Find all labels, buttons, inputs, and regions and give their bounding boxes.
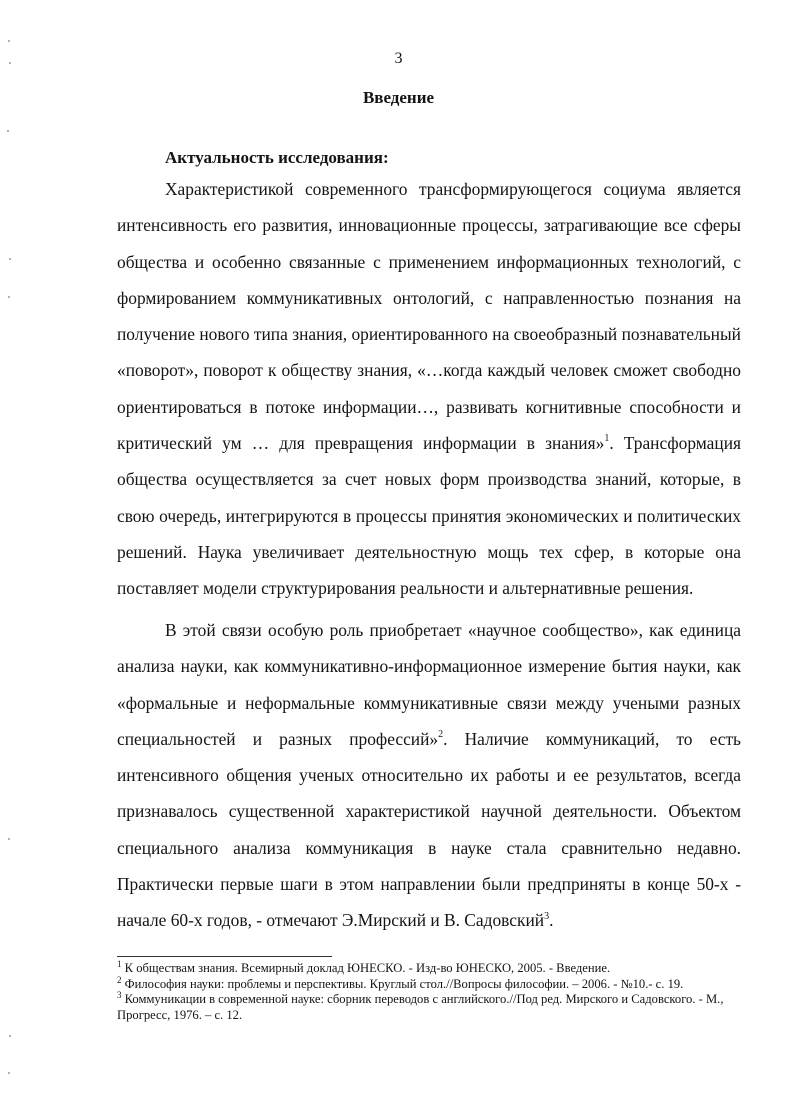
footnote-ref-2: 2 [438, 729, 444, 741]
paragraph-2-text-after: . [549, 910, 554, 931]
footnote-ref-1: 1 [604, 433, 610, 445]
footnote-2-text: Философия науки: проблемы и перспективы. Круглый стол.//Вопросы философии. – 2006. - №10.- с. 19. [124, 976, 684, 991]
scan-speck [8, 40, 10, 42]
scan-speck [7, 130, 9, 132]
footnote-1 [117, 958, 741, 977]
footnote-3-text: Коммуникации в современной науке: сборник переводов с английского.//Под ред. Мирского и Садовского. - М., Прогресс, 1976. – с. 12. [117, 992, 724, 1022]
paragraph-1 [117, 171, 741, 607]
scan-speck [8, 1072, 10, 1074]
scan-speck [9, 258, 11, 260]
section-heading: Актуальность исследования: [165, 148, 389, 167]
scan-speck [8, 838, 10, 840]
footnote-2-mark: 2 [117, 974, 122, 985]
scan-speck [9, 1035, 11, 1037]
page-title: Введение [362, 88, 435, 107]
scan-speck [8, 296, 10, 298]
footnote-3-mark: 3 [117, 989, 122, 1000]
page-number: 3 [394, 50, 403, 67]
footnote-ref-3: 3 [544, 910, 550, 922]
footnote-3 [117, 989, 741, 1023]
paragraph-2-text: В этой связи особую роль приобретает «научное сообщество», как единица анализа науки, как коммуникативно-информационное измерение бытия науки, как «формальные и неформальные коммуникативные связи между учеными разных специальностей и разных профессий» [117, 620, 741, 749]
footnote-1-mark: 1 [117, 958, 122, 969]
footnote-2 [117, 974, 741, 993]
footnotes [117, 958, 741, 1023]
paragraph-2-text-middle: . Наличие коммуникаций, то есть интенсивного общения ученых относительно их работы и ее результатов, всегда признавалось существенной характеристикой научной деятельности. Объектом специального анализа коммуникация в науке стала сравнительно недавно. Практически первые шаги в этом направлении были предприняты в конце 50-х - начале 60-х годов, - отмечают Э.Мирский и В. Садовский [117, 728, 741, 931]
footnote-divider [117, 956, 332, 957]
paragraph-1-text-after: . Трансформация общества осуществляется за счет новых форм производства знаний, которые, в свою очередь, интегрируются в процессы принятия экономических и политических решений. Наука увеличивает деятельностную мощь тех сфер, в которые она поставляет модели структурирования реальности и альтернативные решения. [117, 433, 742, 599]
paragraph-2 [117, 612, 741, 939]
scan-speck [9, 62, 11, 64]
footnote-1-text: К обществам знания. Всемирный доклад ЮНЕСКО. - Изд-во ЮНЕСКО, 2005. - Введение. [124, 961, 611, 975]
paragraph-1-text: Характеристикой современного трансформирующегося социума является интенсивность его развития, инновационные процессы, затрагивающие все сферы общества и особенно связанные с применением информационных технологий, с формированием коммуникативных онтологий, с направленностью познания на получение нового типа знания, ориентированного на своеобразный познавательный «поворот», поворот к обществу знания, «…когда каждый человек сможет свободно ориентироваться в потоке информации…, развивать когнитивные способности и критический ум … для превращения информации в знания» [117, 179, 741, 454]
